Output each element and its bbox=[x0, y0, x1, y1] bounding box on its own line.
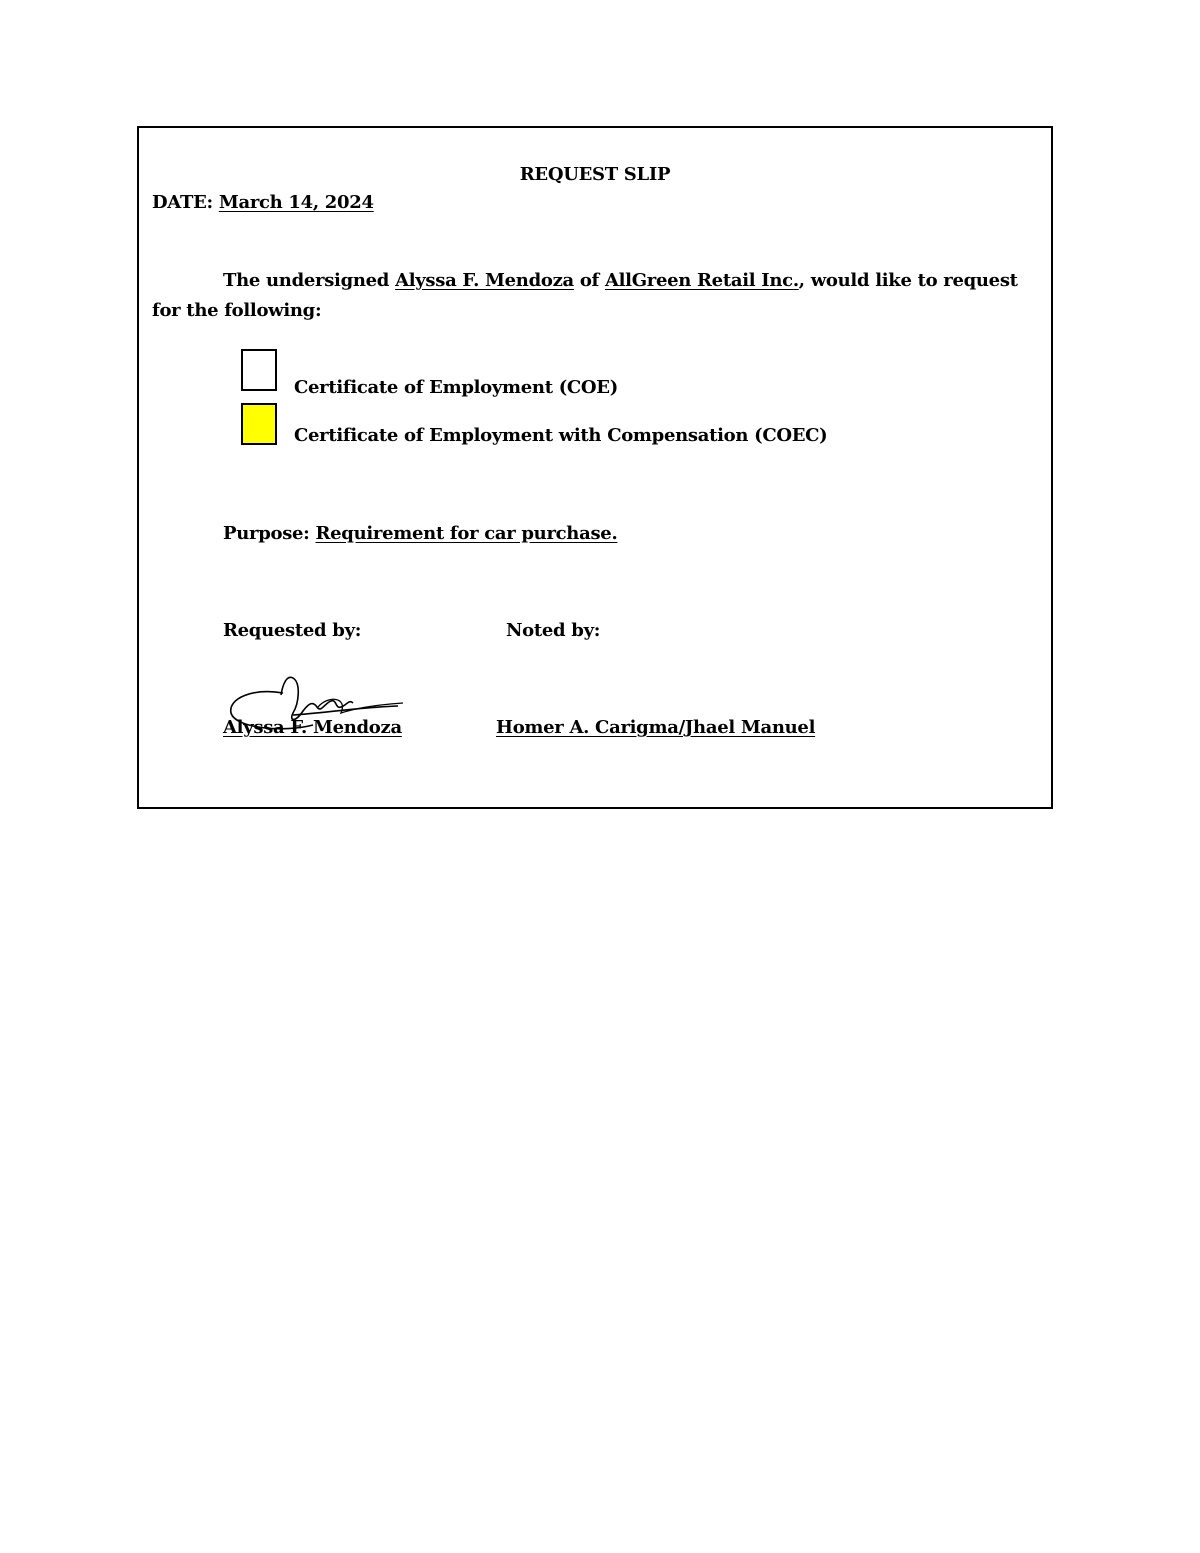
requested-by-label: Requested by: bbox=[223, 620, 362, 641]
requester-name: Alyssa F. Mendoza bbox=[395, 270, 574, 291]
purpose-label: Purpose: bbox=[223, 523, 310, 544]
purpose-value: Requirement for car purchase. bbox=[315, 523, 618, 544]
requested-by-name: Alyssa F. Mendoza bbox=[223, 717, 402, 738]
coec-checkbox[interactable] bbox=[241, 403, 277, 445]
purpose-line bbox=[223, 523, 617, 544]
date-line bbox=[152, 192, 374, 213]
intro-line bbox=[223, 270, 1018, 291]
company-name: AllGreen Retail Inc. bbox=[604, 270, 799, 291]
coe-checkbox[interactable] bbox=[241, 349, 277, 391]
intro-suffix: , would like to request bbox=[798, 270, 1018, 291]
request-slip bbox=[137, 126, 1053, 809]
slip-title: REQUEST SLIP bbox=[519, 164, 671, 185]
date-value: March 14, 2024 bbox=[218, 192, 374, 213]
coec-option-label: Certificate of Employment with Compensation (COEC) bbox=[294, 425, 828, 446]
coe-option-label: Certificate of Employment (COE) bbox=[294, 377, 618, 398]
intro-prefix: The undersigned bbox=[223, 270, 390, 291]
of-word: of bbox=[579, 270, 599, 291]
noted-by-name: Homer A. Carigma/Jhael Manuel bbox=[496, 717, 816, 738]
date-label: DATE: bbox=[152, 192, 213, 213]
noted-by-label: Noted by: bbox=[506, 620, 601, 641]
intro-line-2: for the following: bbox=[152, 300, 322, 321]
